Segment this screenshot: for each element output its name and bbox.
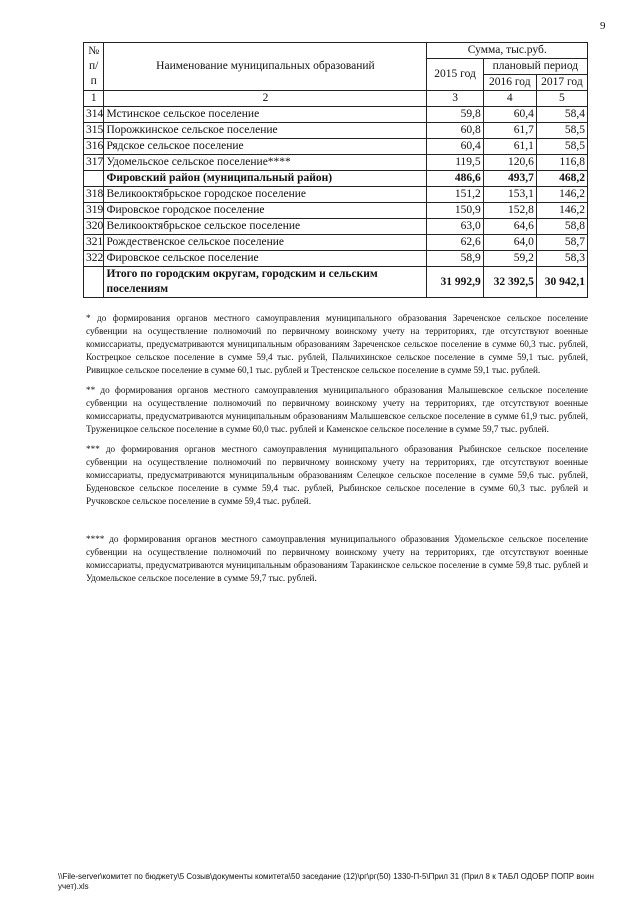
footnote: ** до формирования органов местного самоуправления муниципального образования Малышевское сельское поселение субвенции на осуществление полномочий по первичному воинскому учету на территориях, где отсутствуют военные комиссариаты, предусматриваются муниципальным образованиям Малышевское сельское поселение в сумме 61,9 тыс. рублей, Труженицкое сельское поселение в сумме 60,0 тыс. рублей и Каменское сельское поселение в сумме 59,7 тыс. рублей. bbox=[86, 385, 588, 434]
total-row bbox=[84, 267, 588, 298]
row-v2015: 59,8 bbox=[427, 107, 483, 123]
row-v2015: 486,6 bbox=[427, 171, 483, 187]
header-year-2017: 2017 год bbox=[536, 75, 587, 91]
total-v2016: 32 392,5 bbox=[483, 267, 536, 298]
table-row bbox=[84, 107, 588, 123]
district-name: Фировский район (муниципальный район) bbox=[104, 171, 427, 187]
total-v2017: 30 942,1 bbox=[536, 267, 587, 298]
row-v2017: 58,5 bbox=[536, 139, 587, 155]
row-num: 315 bbox=[84, 123, 104, 139]
row-v2017: 58,8 bbox=[536, 219, 587, 235]
page-number: 9 bbox=[600, 20, 606, 32]
footnotes bbox=[86, 312, 588, 592]
row-name: Фировское городское поселение bbox=[104, 203, 427, 219]
row-v2016: 61,1 bbox=[483, 139, 536, 155]
table-row bbox=[84, 139, 588, 155]
footnote: *** до формирования органов местного самоуправления муниципального образования Рыбинское сельское поселение субвенции на осуществление полномочий по первичному воинскому учету на территориях, где отсутствуют военные комиссариаты, предусматриваются муниципальным образованиям Селецкое сельское поселение в сумме 59,6 тыс. рублей, Буденовское сельское поселение в сумме 59,4 тыс. рублей, Рыбинское сельское поселение в сумме 60,3 тыс. рублей и Ручковское сельское поселение в сумме 59,4 тыс. рублей. bbox=[86, 444, 588, 506]
row-v2016: 64,6 bbox=[483, 219, 536, 235]
row-num: 320 bbox=[84, 219, 104, 235]
header-num: № п/п bbox=[84, 43, 104, 91]
row-v2017: 146,2 bbox=[536, 203, 587, 219]
col-number: 4 bbox=[483, 91, 536, 107]
district-row bbox=[84, 171, 588, 187]
row-v2016: 59,2 bbox=[483, 251, 536, 267]
row-v2016: 493,7 bbox=[483, 171, 536, 187]
row-v2017: 58,5 bbox=[536, 123, 587, 139]
row-num: 319 bbox=[84, 203, 104, 219]
row-v2015: 150,9 bbox=[427, 203, 483, 219]
row-name: Рядское сельское поселение bbox=[104, 139, 427, 155]
row-v2017: 468,2 bbox=[536, 171, 587, 187]
table-row bbox=[84, 155, 588, 171]
row-v2015: 62,6 bbox=[427, 235, 483, 251]
row-num: 314 bbox=[84, 107, 104, 123]
table-row bbox=[84, 235, 588, 251]
row-v2017: 58,3 bbox=[536, 251, 587, 267]
row-v2017: 116,8 bbox=[536, 155, 587, 171]
table-row bbox=[84, 251, 588, 267]
col-number: 3 bbox=[427, 91, 483, 107]
row-name: Великооктябрьское городское поселение bbox=[104, 187, 427, 203]
footnote: * до формирования органов местного самоуправления муниципального образования Зареченское сельское поселение субвенции на осуществление полномочий по первичному воинскому учету на территориях, где отсутствуют военные комиссариаты, предусматриваются муниципальным образованиям Зареченское сельское поселение в сумме 60,3 тыс. рублей, Кострецкое сельское поселение в сумме 59,4 тыс. рублей, Пальчихинское сельское поселение в сумме 59,1 тыс. рублей, Ривицкое сельское поселение в сумме 60,1 тыс. рублей и Трестенское сельское поселение в сумме 59,1 тыс. рублей. bbox=[86, 313, 588, 375]
row-num: 316 bbox=[84, 139, 104, 155]
row-v2015: 60,8 bbox=[427, 123, 483, 139]
row-name: Мстинское сельское поселение bbox=[104, 107, 427, 123]
row-v2015: 63,0 bbox=[427, 219, 483, 235]
row-num: 318 bbox=[84, 187, 104, 203]
table-row bbox=[84, 123, 588, 139]
header-planned: плановый период bbox=[483, 59, 587, 75]
row-num: 322 bbox=[84, 251, 104, 267]
col-number: 1 bbox=[84, 91, 104, 107]
table-row bbox=[84, 187, 588, 203]
row-v2016: 60,4 bbox=[483, 107, 536, 123]
row-name: Порожкинское сельское поселение bbox=[104, 123, 427, 139]
row-num: 317 bbox=[84, 155, 104, 171]
row-v2015: 119,5 bbox=[427, 155, 483, 171]
row-v2016: 120,6 bbox=[483, 155, 536, 171]
column-number-row bbox=[84, 91, 588, 107]
row-num: 321 bbox=[84, 235, 104, 251]
total-name: Итого по городским округам, городским и сельским поселениям bbox=[104, 267, 427, 298]
col-number: 5 bbox=[536, 91, 587, 107]
subvention-table bbox=[83, 42, 588, 298]
table-row bbox=[84, 219, 588, 235]
row-num bbox=[84, 171, 104, 187]
row-name: Рождественское сельское поселение bbox=[104, 235, 427, 251]
row-v2015: 151,2 bbox=[427, 187, 483, 203]
header-name: Наименование муниципальных образований bbox=[104, 43, 427, 91]
row-v2016: 61,7 bbox=[483, 123, 536, 139]
table-row bbox=[84, 203, 588, 219]
row-v2017: 58,4 bbox=[536, 107, 587, 123]
file-path-footer: \\File-server\комитет по бюджету\5 Созыв\документы комитета\50 заседание (12)\рг\рг(50) 1330-П-5\Прил 31 (Прил 8 к ТАБЛ ОДОБР ПОПР воин учет).xls bbox=[58, 872, 594, 891]
row-v2016: 64,0 bbox=[483, 235, 536, 251]
col-number: 2 bbox=[104, 91, 427, 107]
row-v2016: 152,8 bbox=[483, 203, 536, 219]
row-v2015: 60,4 bbox=[427, 139, 483, 155]
header-year-2016: 2016 год bbox=[483, 75, 536, 91]
row-v2017: 146,2 bbox=[536, 187, 587, 203]
row-v2017: 58,7 bbox=[536, 235, 587, 251]
row-name: Великооктябрьское сельское поселение bbox=[104, 219, 427, 235]
header-sum: Сумма, тыс.руб. bbox=[427, 43, 588, 59]
total-v2015: 31 992,9 bbox=[427, 267, 483, 298]
row-name: Фировское сельское поселение bbox=[104, 251, 427, 267]
row-v2015: 58,9 bbox=[427, 251, 483, 267]
footnote: **** до формирования органов местного самоуправления муниципального образования Удомельское сельское поселение субвенции на осуществление полномочий по первичному воинскому учету на территориях, где отсутствуют военные комиссариаты, предусматриваются муниципальным образованиям Таракинское сельское поселение в сумме 59,8 тыс. рублей и Удомельское сельское поселение в сумме 59,7 тыс. рублей. bbox=[86, 534, 588, 583]
header-year-2015: 2015 год bbox=[427, 59, 483, 91]
row-name: Удомельское сельское поселение**** bbox=[104, 155, 427, 171]
row-v2016: 153,1 bbox=[483, 187, 536, 203]
